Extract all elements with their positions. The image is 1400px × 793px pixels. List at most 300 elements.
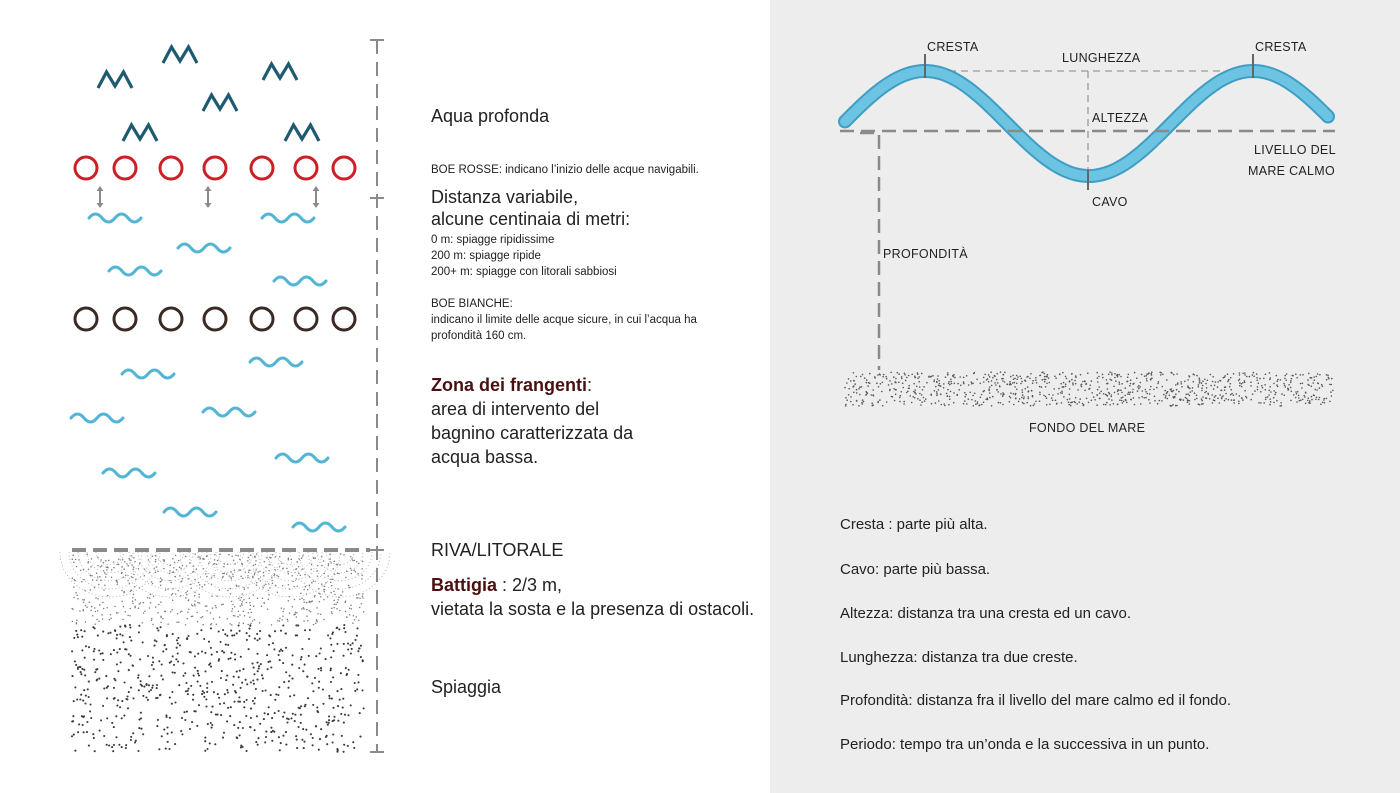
seabed-dot [1308,385,1310,387]
seabed-dot [996,389,998,391]
seabed-dot [879,374,881,376]
seabed-dot [1309,402,1311,404]
seabed-dot [968,398,970,400]
seabed-dot [1239,372,1241,374]
seabed-dot [1122,397,1124,399]
seabed-dot [1241,383,1243,385]
seabed-dot [989,376,991,378]
seabed-dot [1024,388,1026,390]
seabed-dot [1198,384,1200,386]
seabed-dot [1189,395,1191,397]
seabed-dot [888,384,890,386]
seabed-dot [939,385,941,387]
seabed-dot [966,403,968,405]
seabed-dot [1229,386,1231,388]
seabed-dot [1069,394,1071,396]
seabed-dot [941,404,943,406]
seabed-dot [1021,397,1023,399]
seabed-dot [1167,398,1169,400]
seabed-dot [1003,393,1005,395]
seabed-dot [1026,402,1028,404]
distance-line: 200 m: spiagge ripide [431,250,541,262]
seabed-dot [1058,388,1060,390]
seabed-dot [1154,396,1156,398]
surf-zone-colon: : [587,375,593,395]
seabed-dot [882,382,884,384]
seabed-dot [1210,385,1212,387]
seabed-dot [1263,378,1265,380]
seabed-dot [877,401,879,403]
seabed-dot [1273,402,1275,404]
seabed-dot [1177,382,1179,384]
seabed-dot [990,371,992,373]
seabed-dot [898,382,900,384]
seabed-dot [1222,395,1224,397]
seabed-dot [903,403,905,405]
white-buoys-line: profondità 160 cm. [431,330,527,342]
seabed-dot [1139,386,1141,388]
seabed-dot [1298,397,1300,399]
seabed-texture [844,371,1333,407]
seabed-dot [1111,379,1113,381]
seabed-dot [1264,384,1266,386]
seabed-dot [1154,400,1156,402]
seabed-dot [911,402,913,404]
seabed-dot [1180,381,1182,383]
seabed-dot [1253,376,1255,378]
seabed-dot [936,395,938,397]
seabed-dot [988,374,990,376]
seabed-dot [959,376,961,378]
seabed-dot [992,377,994,379]
seabed-dot [1239,374,1241,376]
seabed-dot [1249,376,1251,378]
seabed-dot [894,400,896,402]
seabed-dot [957,383,959,385]
seabed-dot [881,391,883,393]
seabed-dot [1141,374,1143,376]
seabed-dot [908,388,910,390]
seabed-dot [1148,399,1150,401]
surf-zone-line: bagnino caratterizzata da [431,423,634,443]
seabed-dot [1016,389,1018,391]
seabed-dot [1033,405,1035,407]
seabed-dot [1326,374,1328,376]
seabed-dot [1022,394,1024,396]
battigia-bold: Battigia [431,575,498,595]
seabed-dot [1209,398,1211,400]
seabed-dot [971,383,973,385]
seabed-dot [991,385,993,387]
seabed-dot [1281,393,1283,395]
seabed-dot [906,377,908,379]
seabed-dot [1002,404,1004,406]
seabed-dot [1161,400,1163,402]
seabed-dot [1263,402,1265,404]
seabed-dot [1128,392,1130,394]
seabed-dot [1331,395,1333,397]
seabed-dot [950,381,952,383]
seabed-dot [889,389,891,391]
seabed-dot [1228,399,1230,401]
seabed-dot [917,398,919,400]
seabed-dot [1287,389,1289,391]
seabed-dot [899,397,901,399]
seabed-dot [1233,402,1235,404]
seabed-dot [1045,396,1047,398]
seabed-dot [1100,391,1102,393]
seabed-dot [1277,379,1279,381]
seabed-dot [1004,372,1006,374]
seabed-dot [1204,379,1206,381]
seabed-dot [1268,394,1270,396]
seabed-dot [1206,387,1208,389]
seabed-dot [1276,384,1278,386]
seabed-dot [1205,397,1207,399]
seabed-dot [1151,377,1153,379]
seabed-dot [1304,396,1306,398]
seabed-dot [1126,402,1128,404]
seabed-dot [1256,377,1258,379]
seabed-dot [1149,393,1151,395]
seabed-dot [1276,400,1278,402]
seabed-dot [987,399,989,401]
seabed-dot [1117,404,1119,406]
seabed-dot [1221,396,1223,398]
seabed-dot [919,381,921,383]
seabed-dot [1098,376,1100,378]
seabed-dot [1233,399,1235,401]
seabed-dot [1146,375,1148,377]
seabed-dot [1176,389,1178,391]
seabed-dot [909,395,911,397]
seabed-dot [1041,386,1043,388]
seabed-dot [878,386,880,388]
seabed-dot [964,392,966,394]
seabed-dot [1015,397,1017,399]
seabed-dot [1188,400,1190,402]
seabed-dot [1015,394,1017,396]
seabed-dot [1269,386,1271,388]
seabed-dot [1244,381,1246,383]
seabed-dot [1305,392,1307,394]
seabed-dot [1253,372,1255,374]
seabed-dot [1105,404,1107,406]
seabed-dot [1149,402,1151,404]
seabed-dot [1297,391,1299,393]
seabed-dot [913,383,915,385]
seabed-dot [992,396,994,398]
seabed-dot [1039,392,1041,394]
seabed-dot [1217,398,1219,400]
seabed-dot [1106,383,1108,385]
seabed-dot [844,387,846,389]
seabed-dot [1086,383,1088,385]
seabed-dot [872,389,874,391]
seabed-dot [1279,405,1281,407]
seabed-dot [880,383,882,385]
seabed-dot [1067,399,1069,401]
seabed-dot [984,374,986,376]
depth-dashed-line [860,133,879,370]
seabed-dot [1328,377,1330,379]
seabed-dot [1173,374,1175,376]
seabed-dot [848,378,850,380]
seabed-dot [846,399,848,401]
seabed-dot [886,378,888,380]
seabed-dot [1009,383,1011,385]
seabed-dot [1056,403,1058,405]
seabed-dot [1157,403,1159,405]
seabed-dot [1171,388,1173,390]
seabed-dot [1193,381,1195,383]
seabed-dot [1106,379,1108,381]
seabed-dot [1291,378,1293,380]
battigia-rest: : 2/3 m, [497,575,563,595]
seabed-dot [1215,381,1217,383]
seabed-dot [1153,389,1155,391]
seabed-dot [1132,391,1134,393]
seabed-dot [1331,378,1333,380]
seabed-dot [1221,398,1223,400]
seabed-dot [936,391,938,393]
seabed-dot [977,403,979,405]
seabed-dot [947,374,949,376]
seabed-dot [1284,375,1286,377]
seabed-dot [1196,398,1198,400]
seabed-dot [1117,376,1119,378]
seabed-dot [1173,397,1175,399]
seabed-dot [1268,390,1270,392]
seabed-dot [854,383,856,385]
length-label: LUNGHEZZA [1062,51,1141,65]
seabed-dot [1021,378,1023,380]
seabed-dot [1062,386,1064,388]
seabed-dot [1316,376,1318,378]
seabed-dot [899,401,901,403]
seabed-dot [1103,404,1105,406]
seabed-dot [874,376,876,378]
seabed-dot [1150,386,1152,388]
seabed-dot [1002,380,1004,382]
seabed-dot [1233,373,1235,375]
seabed-dot [1094,399,1096,401]
seabed-dot [1108,374,1110,376]
seabed-dot [994,382,996,384]
seabed-dot [904,374,906,376]
seabed-dot [1198,386,1200,388]
seabed-dot [1187,393,1189,395]
seabed-dot [1132,389,1134,391]
seabed-dot [1051,397,1053,399]
seabed-dot [1239,382,1241,384]
crest-left-label: CRESTA [927,40,979,54]
seabed-dot [921,394,923,396]
seabed-dot [901,376,903,378]
seabed-dot [1027,396,1029,398]
seabed-dot [1044,373,1046,375]
seabed-dot [1298,395,1300,397]
seabed-dot [989,397,991,399]
seabed-dot [1027,386,1029,388]
seabed-dot [989,392,991,394]
seabed-dot [905,380,907,382]
seabed-dot [908,375,910,377]
seabed-dot [1057,393,1059,395]
seabed-dot [856,400,858,402]
seabed-dot [871,402,873,404]
seabed-dot [1115,380,1117,382]
seabed-dot [1269,379,1271,381]
seabed-dot [1147,393,1149,395]
seabed-dot [1014,382,1016,384]
seabed-dot [980,397,982,399]
seabed-dot [1122,402,1124,404]
seabed-dot [983,390,985,392]
seabed-dot [872,404,874,406]
seabed-dot [1320,403,1322,405]
seabed-dot [1308,373,1310,375]
seabed-dot [1322,402,1324,404]
seabed-dot [919,376,921,378]
seabed-dot [1286,373,1288,375]
seabed-dot [987,378,989,380]
seabed-dot [999,385,1001,387]
seabed-dot [1048,394,1050,396]
seabed-dot [914,397,916,399]
seabed-dot [1169,405,1171,407]
seabed-dot [1288,384,1290,386]
seabed-dot [1111,396,1113,398]
seabed-dot [1036,382,1038,384]
seabed-dot [1175,384,1177,386]
seabed-dot [1019,398,1021,400]
seabed-dot [1244,372,1246,374]
seabed-dot [1150,378,1152,380]
seabed-dot [1121,383,1123,385]
seabed-dot [1189,403,1191,405]
seabed-dot [1130,399,1132,401]
seabed-dot [1159,400,1161,402]
seabed-dot [1022,402,1024,404]
seabed-dot [1230,377,1232,379]
seabed-dot [932,375,934,377]
seabed-dot [903,401,905,403]
seabed-dot [1002,395,1004,397]
seabed-dot [1273,390,1275,392]
seabed-dot [1061,392,1063,394]
seabed-dot [944,405,946,407]
seabed-dot [950,391,952,393]
seabed-dot [1193,374,1195,376]
seabed-dot [1283,383,1285,385]
trough-label: CAVO [1092,195,1128,209]
seabed-dot [977,401,979,403]
seabed-dot [1111,374,1113,376]
seabed-dot [1045,386,1047,388]
seabed-dot [971,381,973,383]
seabed-dot [1291,375,1293,377]
seabed-dot [1060,383,1062,385]
seabed-dot [943,403,945,405]
seabed-dot [1063,382,1065,384]
seabed-dot [1069,398,1071,400]
seabed-dot [1012,375,1014,377]
seabed-dot [1099,398,1101,400]
seabed-dot [1111,372,1113,374]
seabed-dot [1301,387,1303,389]
seabed-dot [983,402,985,404]
definition-period: Periodo: tempo tra un’onda e la successiva in un punto. [840,736,1210,753]
seabed-dot [906,392,908,394]
seabed-dot [1201,387,1203,389]
seabed-dot [963,377,965,379]
seabed-dot [935,386,937,388]
seabed-dot [1061,402,1063,404]
seabed-dot [1146,378,1148,380]
distance-title-1: Distanza variabile, [431,187,579,207]
seabed-dot [1230,394,1232,396]
seabed-dot [1262,387,1264,389]
seabed-dot [1202,396,1204,398]
seabed-dot [891,383,893,385]
seabed-dot [1106,394,1108,396]
seabed-dot [1165,397,1167,399]
seabed-dot [1000,402,1002,404]
seabed-dot [1225,398,1227,400]
seabed-dot [1284,385,1286,387]
seabed-dot [1049,382,1051,384]
seabed-dot [1046,398,1048,400]
seabed-dot [1299,400,1301,402]
seabed-dot [1039,394,1041,396]
seabed-dot [1068,404,1070,406]
red-buoys-note: BOE ROSSE: indicano l’inizio delle acque navigabili. [431,164,699,176]
seabed-dot [1290,387,1292,389]
seabed-dot [939,383,941,385]
seabed-dot [1252,374,1254,376]
seabed-dot [1326,398,1328,400]
seabed-dot [1284,395,1286,397]
seabed-dot [1204,392,1206,394]
seabed-dot [1070,405,1072,407]
seabed-dot [1302,399,1304,401]
seabed-dot [1225,393,1227,395]
seabed-dot [1098,386,1100,388]
seabed-dot [1181,386,1183,388]
seabed-dot [916,386,918,388]
seabed-dot [1246,397,1248,399]
seabed-dot [1329,401,1331,403]
seabed-dot [1049,404,1051,406]
seabed-dot [1295,397,1297,399]
seabed-dot [1013,393,1015,395]
seabed-dot [1308,397,1310,399]
seabed-dot [1290,382,1292,384]
seabed-dot [1321,384,1323,386]
seabed-dot [948,383,950,385]
seabed-dot [974,393,976,395]
seabed-dot [1270,391,1272,393]
seabed-dot [853,392,855,394]
seabed-dot [1134,404,1136,406]
seabed-dot [1230,383,1232,385]
seabed-dot [845,397,847,399]
seabed-dot [1319,397,1321,399]
seabed-dot [901,378,903,380]
wave-outline [845,71,1328,176]
seabed-dot [1055,400,1057,402]
